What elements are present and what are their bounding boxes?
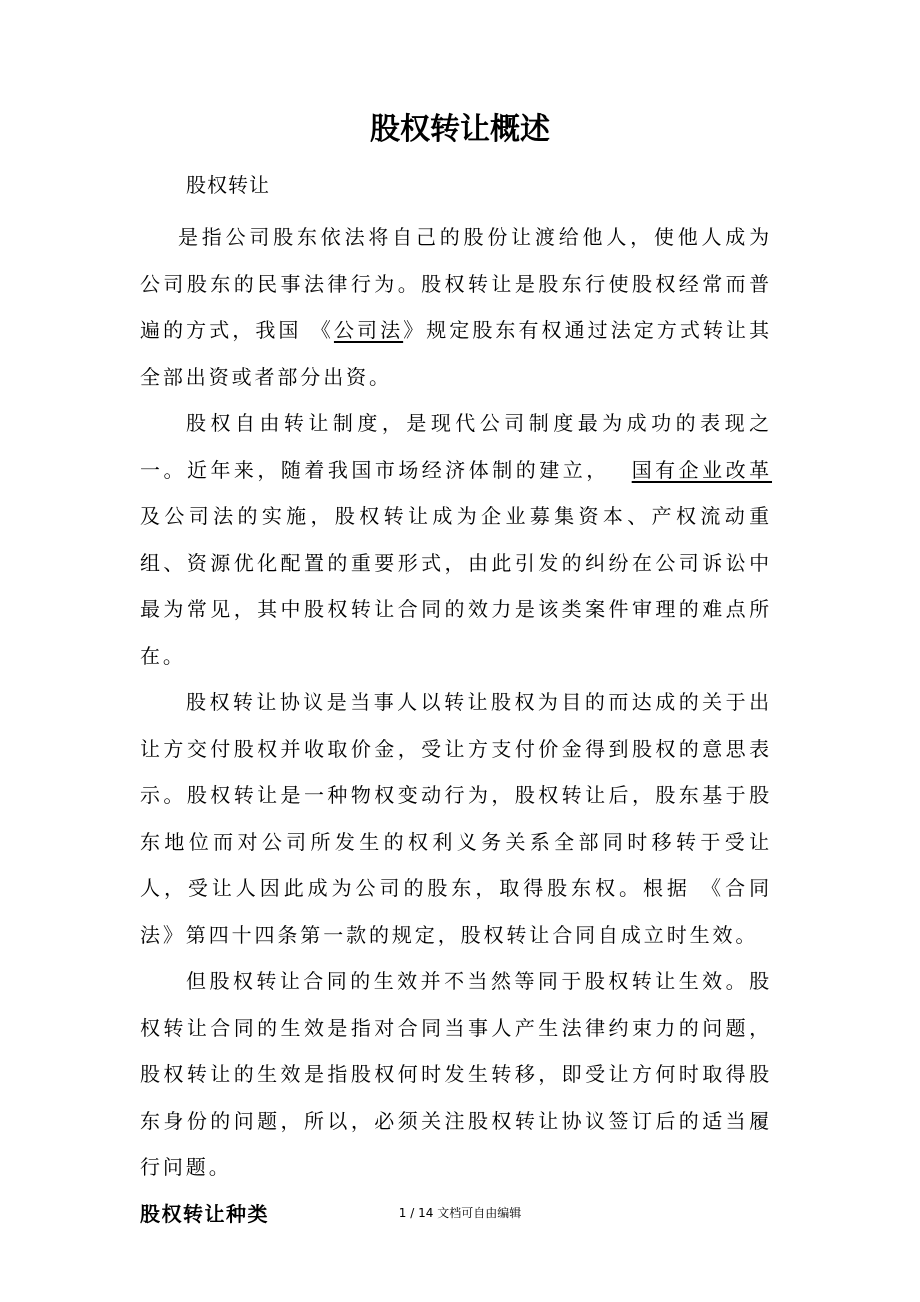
page-footer: 1 / 14 文档可自由编辑 (398, 1206, 522, 1220)
document-body (140, 214, 772, 1237)
company-law-link[interactable]: 公司法 (333, 318, 404, 342)
paragraph-free-transfer-end: 及公司法的实施，股权转让成为企业募集资本、产权流动重组、资源优化配置的重要形式，由此引发的纠纷在公司诉讼中最为常见，其中股权转让合同的效力是该类案件审理的难点所在。 (140, 504, 772, 668)
paragraph-definition-end: 》规定股东有权通过法定方式转让其全部出资或者部分出资。 (140, 318, 772, 389)
paragraph-agreement: 股权转让协议是当事人以转让股权为目的而达成的关于出让方交付股权并收取价金，受让方支付价金得到股权的意思表示。股权转让是一种物权变动行为，股权转让后，股东基于股东地位而对公司所发生的权利义务关系全部同时移转于受让人，受让人因此成为公司的股东，取得股东权。根据 《合同法》第四十四条第一款的规定，股权转让合同自成立时生效。 (140, 690, 772, 947)
section-heading: 股权转让种类 (140, 1201, 269, 1226)
document-title: 股权转让概述 (370, 112, 550, 147)
document-subtitle: 股权转让 (186, 173, 270, 197)
paragraph-free-transfer-text: 股权自由转让制度，是现代公司制度最为成功的表现之一。近年来，随着我国市场经济体制的建立， (140, 411, 772, 482)
paragraph-definition-text: 是指公司股东依法将自己的股份让渡给他人，使他人成为公司股东的民事法律行为。股权转让是股东行使股权经常而普遍的方式，我国 《 (140, 225, 772, 342)
paragraph-free-transfer (140, 400, 772, 679)
soe-reform-link[interactable]: 国有企业改革 (631, 457, 773, 482)
paragraph-definition (140, 214, 772, 400)
paragraph-effectiveness: 但股权转让合同的生效并不当然等同于股权转让生效。股权转让合同的生效是指对合同当事人产生法律约束力的问题，股权转让的生效是指股权何时发生转移，即受让方何时取得股东身份的问题，所以，必须关注股权转让协议签订后的适当履行问题。 (140, 969, 772, 1179)
